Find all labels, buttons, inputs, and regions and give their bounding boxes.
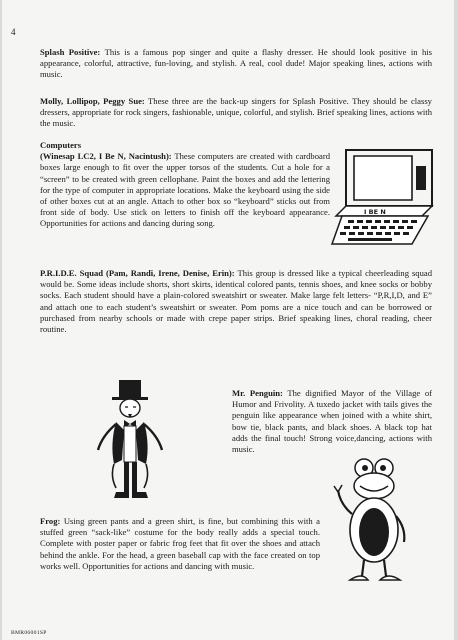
section-backup-singers (40, 96, 432, 130)
section-splash-positive (40, 47, 432, 81)
section-title: Computers (40, 140, 82, 150)
frog-illustration-icon (332, 456, 416, 586)
computer-label: I BE N (364, 208, 386, 216)
footer-code: BMR06001SP (11, 630, 47, 636)
section-text: Using green pants and a green shirt, is fine, but combining this with a stuffed green “sack-like” costume for the body really adds a special touch. Complete with poster paper or fabric frog feet that fit over the shoes and attach behind the ankle. For the head, a green baseball cap with the face created on top works well. Opportunities for actions and dancing with music. (40, 516, 320, 571)
section-text: This is a famous pop singer and quite a flashy dresser. He should look positive in his appearance, colorful, attractive, fun-loving, and stylish. A real, cool dude! Major speaking lines, actions with music. (40, 47, 432, 80)
section-title: P.R.I.D.E. Squad (Pam, Randi, Irene, Denise, Erin): (40, 268, 235, 278)
page-number: 4 (11, 27, 16, 37)
section-title: Splash Positive: (40, 47, 101, 57)
section-text: The dignified Mayor of the Village of Humor and Frivolity. A tuxedo jacket with tails gives the penguin like appearance when joined with a white shirt, bow tie, black pants, and black shoes. A black top hat adds the final touch! Strong voice,dancing, actions with music. (232, 388, 432, 455)
document-page (2, 0, 454, 640)
section-text: These computers are created with cardboard boxes large enough to fit over the upper torsos of the students. Cut a hole for a “screen” to be created with green cellophane. Paint the boxes and add the lettering for the type of computer in appropriate locations. Make the keyboard using the side of other boxes cut at an angle. Attach to other box so “keyboard” sticks out from front side of body. Use stick on letters to finish off the keyboard appearance. Opportunities for actions and dancing during song. (40, 151, 330, 229)
section-text: These three are the back-up singers for Splash Positive. They should be classy dressers, appropriate for rock singers, fashionable, unique, colorful, and stylish. Brief speaking lines, actions with the music. (40, 96, 432, 129)
section-title: Molly, Lollipop, Peggy Sue: (40, 96, 145, 106)
section-title: Frog: (40, 516, 61, 526)
section-mr-penguin (232, 388, 432, 455)
computer-illustration-icon (328, 144, 440, 250)
section-subtitle: (Winesap LC2, I Be N, Nacintush): (40, 151, 172, 162)
penguin-illustration-icon (92, 378, 172, 504)
section-frog (40, 516, 320, 572)
section-text: This group is dressed like a typical cheerleading squad would be. Some ideas include shorts, short skirts, identical colored pants, tennis shoes, and knee socks or bobby socks. Each student should have a plain-colored sweatshirt or sweater. Make large felt letters- “P,R,I,D, and E” and attach one to each student’s sweatshirt or sweater. Pom poms are a nice touch and can be borrowed or purchased from nearby schools or made with crepe paper strips. Brief speaking lines, choral reading, cheer routine. (40, 268, 433, 335)
section-computers (40, 140, 330, 230)
section-title: Mr. Penguin: (232, 388, 283, 398)
section-pride-squad (40, 268, 432, 335)
